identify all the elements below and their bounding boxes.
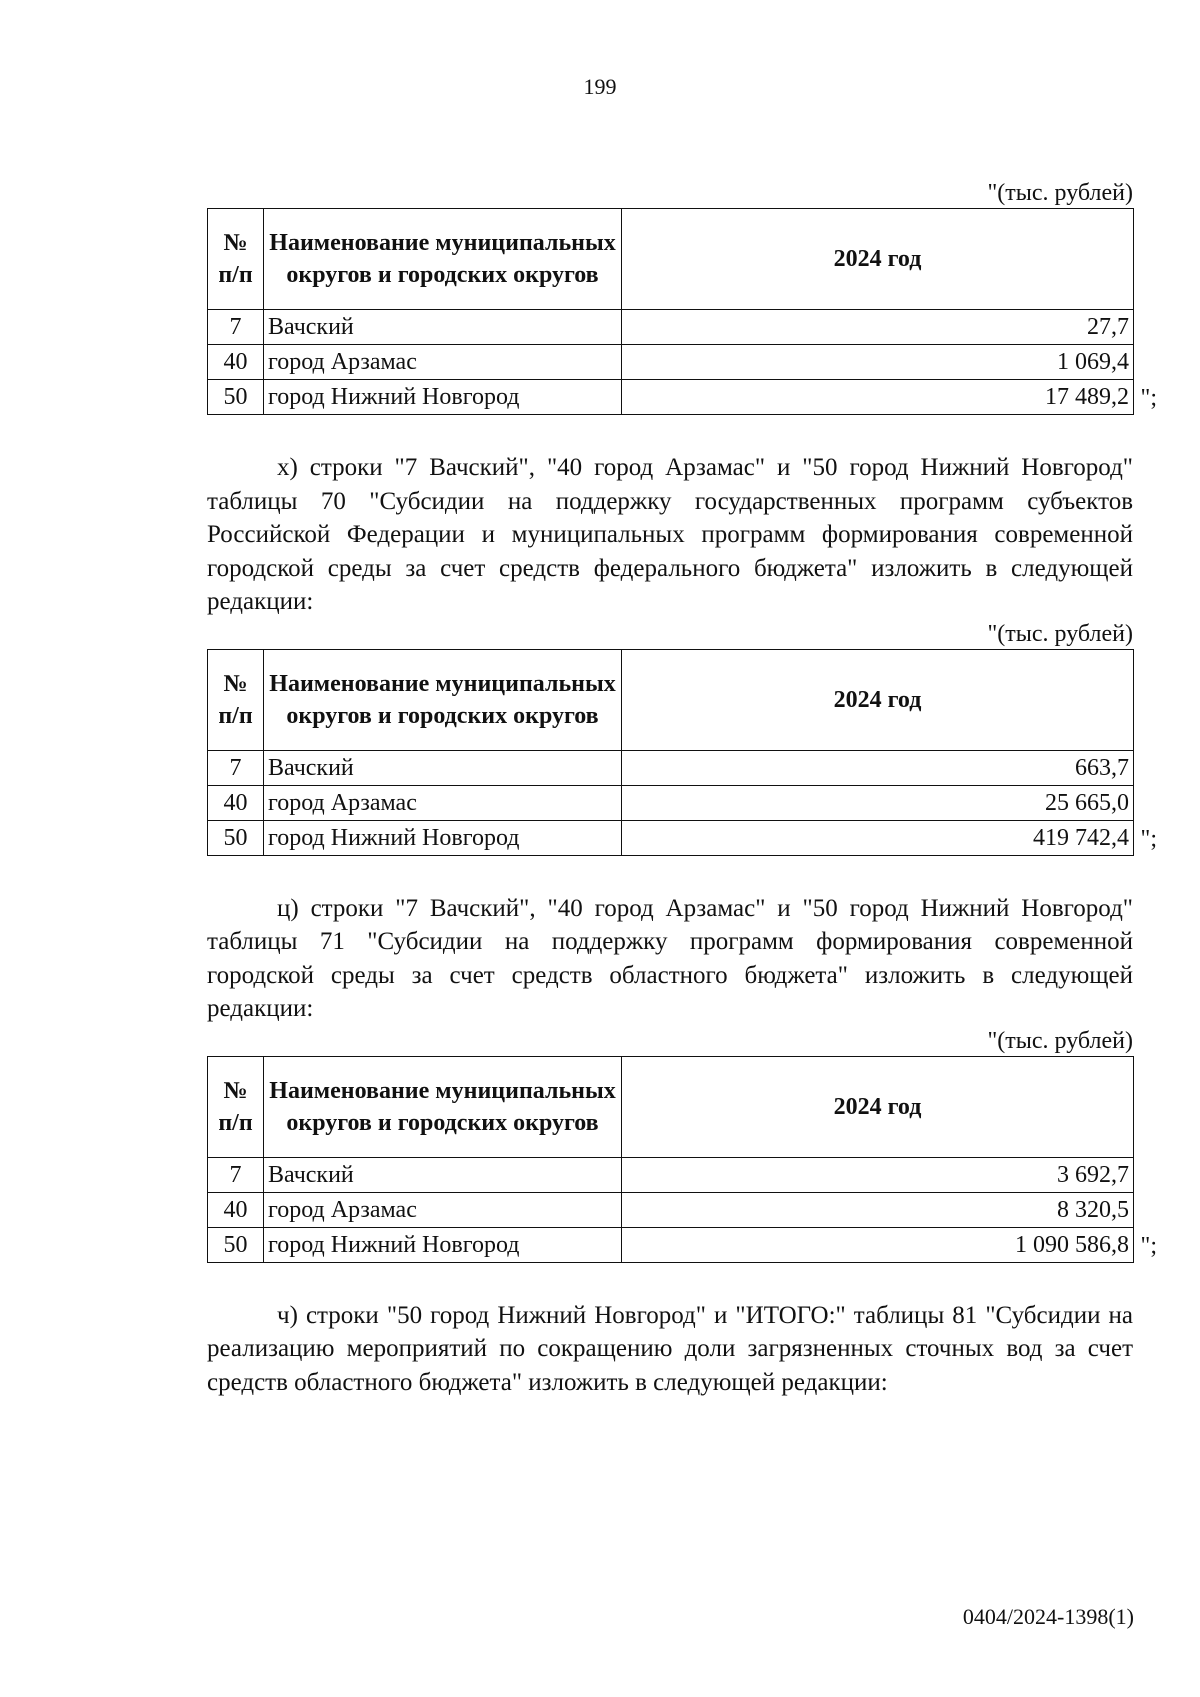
units-label-1: "(тыс. рублей) [987,180,1133,206]
row-name: Вачский [264,310,622,345]
row-number: 50 [208,1227,264,1262]
row-value: 25 665,0 [622,785,1134,820]
row-value: 3 692,7 [622,1157,1134,1192]
subsidy-table-2 [207,649,1134,856]
row-value: 1 090 586,8 [622,1227,1134,1262]
row-value: 8 320,5 [622,1192,1134,1227]
table-wrap-2 [207,649,1157,856]
paragraph-x: х) строки "7 Вачский", "40 город Арзамас" и "50 город Нижний Новгород" таблицы 70 "Субсидии на поддержку государственных программ субъектов Российской Федерации и муниципальных программ формирования современной городской среды за счет средств федерального бюджета" изложить в следующей редакции: [207,454,1133,615]
row-name: Вачский [264,1157,622,1192]
units-label-2: "(тыс. рублей) [987,620,1133,647]
table-row [208,750,1134,785]
header-name: Наименование муниципальных округов и городских округов [264,1056,622,1157]
row-number: 50 [208,380,264,415]
row-value: 1 069,4 [622,345,1134,380]
header-number: № п/п [208,1056,264,1157]
table-header-row [208,649,1134,750]
spacer [207,1263,1133,1299]
row-number: 40 [208,1192,264,1227]
document-code: 0404/2024-1398(1) [962,1604,1134,1629]
table-row [208,1227,1134,1262]
row-number: 50 [208,820,264,855]
table-row [208,820,1134,855]
page-number: 199 [583,74,617,99]
units-label-3: "(тыс. рублей) [987,1027,1133,1054]
closing-quote-mark: "; [1140,825,1157,852]
table-header-row [208,209,1134,310]
header-year: 2024 год [622,209,1134,310]
paragraph-ts: ц) строки "7 Вачский", "40 город Арзамас" и "50 город Нижний Новгород" таблицы 71 "Субсидии на поддержку программ формирования современной городской среды за счет средств областного бюджета" изложить в следующей редакции: [207,894,1133,1022]
document-body [207,178,1157,1399]
spacer [207,415,1133,451]
row-name: Вачский [264,750,622,785]
row-value: 17 489,2 [622,380,1134,415]
spacer [207,856,1133,892]
row-name: город Арзамас [264,785,622,820]
header-name: Наименование муниципальных округов и городских округов [264,209,622,310]
closing-quote-mark: "; [1140,385,1157,411]
row-name: город Арзамас [264,1192,622,1227]
header-name: Наименование муниципальных округов и городских округов [264,649,622,750]
row-number: 7 [208,1157,264,1192]
table-wrap-3 [207,1056,1157,1263]
closing-quote-mark: "; [1140,1232,1157,1259]
row-value: 27,7 [622,310,1134,345]
row-name: город Нижний Новгород [264,820,622,855]
row-name: город Нижний Новгород [264,1227,622,1262]
header-year: 2024 год [622,649,1134,750]
paragraph-ch: ч) строки "50 город Нижний Новгород" и "ИТОГО:" таблицы 81 "Субсидии на реализацию мероприятий по сокращению доли загрязненных сточных вод за счет средств областного бюджета" изложить в следующей редакции: [207,1301,1133,1396]
row-name: город Нижний Новгород [264,380,622,415]
header-year: 2024 год [622,1056,1134,1157]
table-row [208,785,1134,820]
table-row [208,1192,1134,1227]
row-number: 40 [208,345,264,380]
header-number: № п/п [208,649,264,750]
row-number: 7 [208,750,264,785]
header-number: № п/п [208,209,264,310]
table-row [208,345,1134,380]
row-name: город Арзамас [264,345,622,380]
table-row [208,1157,1134,1192]
table-wrap-1 [207,208,1157,415]
row-value: 663,7 [622,750,1134,785]
table-header-row [208,1056,1134,1157]
table-row [208,310,1134,345]
subsidy-table-3 [207,1056,1134,1263]
row-number: 7 [208,310,264,345]
row-number: 40 [208,785,264,820]
subsidy-table-1 [207,208,1134,415]
table-row [208,380,1134,415]
row-value: 419 742,4 [622,820,1134,855]
